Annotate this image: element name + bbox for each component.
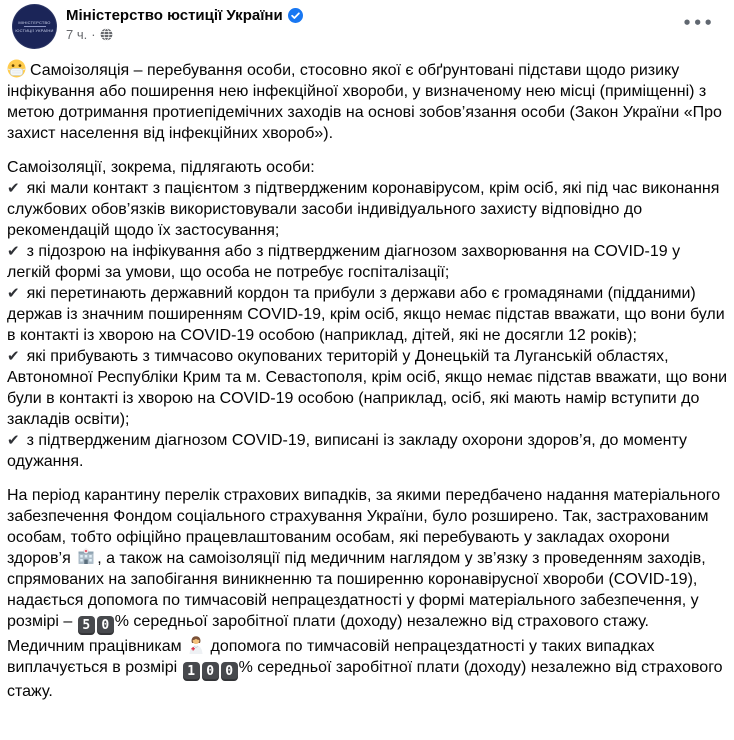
- list-item: [7, 241, 728, 283]
- keycap-digit: 0: [97, 616, 114, 635]
- header-text: [66, 4, 676, 42]
- page-name-link[interactable]: Міністерство юстиції України: [66, 7, 283, 24]
- closing-text-5: % середньої заробітної плати (доходу) незалежно від страхового стажу.: [7, 659, 723, 700]
- hospital-emoji-icon: [77, 548, 95, 566]
- more-options-icon: •••: [682, 14, 714, 32]
- health-worker-emoji-icon: [188, 635, 204, 654]
- avatar-logo-divider: [24, 26, 46, 27]
- list-item-text: з підтвердженим діагнозом COVID-19, виписані із закладу охорони здоров’я, до моменту одужання.: [7, 432, 687, 470]
- list-item: [7, 178, 728, 241]
- keycap-100: [182, 659, 239, 679]
- check-icon: ✔: [7, 347, 20, 365]
- check-icon: ✔: [7, 179, 20, 197]
- page-avatar[interactable]: [12, 4, 57, 49]
- closing-text-1: На період карантину перелік страхових випадків, за якими передбачено надання матеріального забезпечення Фондом соціального страхування України, було розширено. Так, застрахованим особам, тобто офіційно працевлаштованим особам, які перебувають у закладах охорони здоров’я: [7, 487, 721, 567]
- closing-text-2: , а також на самоізоляції під медичним наглядом у зв’язку з проведенням заходів, спрямованих на запобігання виникненню та поширенню коронавірусної хвороби (COVID-19), надається допомога по тимчасовій непрацездатності у формі матеріального забезпечення, у розмірі –: [7, 550, 706, 630]
- list-header: Самоізоляції, зокрема, підлягають особи:: [7, 159, 315, 176]
- check-icon: ✔: [7, 242, 20, 260]
- avatar-logo-text: МІНІСТЕРСТВО: [18, 20, 51, 25]
- avatar-logo-text: ЮСТИЦІЇ УКРАЇНИ: [15, 28, 54, 33]
- keycap-digit: 0: [202, 662, 219, 681]
- list-item-text: з підозрою на інфікування або з підтвердженим діагнозом захворювання на COVID-19 у легкій формі за умови, що особа не потребує госпіталізації;: [7, 243, 681, 281]
- list-item: [7, 430, 728, 472]
- closing-text-4: допомога по тимчасовій непрацездатності у таких випадках виплачується в розмірі: [7, 638, 655, 676]
- list-item: [7, 283, 728, 346]
- post-timestamp[interactable]: 7 ч.: [66, 27, 88, 42]
- closing-text-3: % середньої заробітної плати (доходу) незалежно від страхового стажу. Медичним працівникам: [7, 613, 649, 655]
- check-icon: ✔: [7, 284, 20, 302]
- masked-face-emoji-icon: [7, 59, 26, 78]
- post-body: [0, 49, 734, 702]
- list-item-text: які прибувають з тимчасово окупованих територій у Донецькій та Луганській областях, Автономної Республіки Крим та м. Севастополя, крім осіб, якщо немає підстав вважати, що вони були в контакті із хворою на COVID-19 особою (наприклад, осіб, які мають намір вступити до закладів освіти);: [7, 348, 728, 428]
- privacy-globe-icon: [100, 28, 113, 41]
- meta-separator: ·: [91, 27, 96, 42]
- check-icon: ✔: [7, 431, 20, 449]
- intro-paragraph: [7, 59, 728, 144]
- page-name-row: [66, 7, 676, 24]
- keycap-digit: 1: [183, 662, 200, 681]
- verified-badge-icon: [288, 8, 303, 23]
- intro-text: Самоізоляція – перебування особи, стосовно якої є обґрунтовані підстави щодо ризику інфікування або поширення нею інфекційної хвороби, у визначеному нею місці (приміщенні) з метою дотримання протиепідемічних заходів на основі зобов’язання особи (Закон України «Про захист населення від інфекційних хвороб»).: [7, 62, 722, 142]
- more-options-button[interactable]: [676, 12, 720, 34]
- keycap-digit: 5: [78, 616, 95, 635]
- self-isolation-list: [7, 178, 728, 472]
- keycap-digit: 0: [221, 662, 238, 681]
- closing-paragraph: [7, 485, 728, 702]
- list-item-text: які мали контакт з пацієнтом з підтвердженим коронавірусом, крім осіб, які під час виконання службових обов’язків використовували засоби індивідуального захисту відповідно до рекомендацій щодо їх застосування;: [7, 180, 720, 239]
- post-header: [0, 0, 734, 49]
- list-item: [7, 346, 728, 430]
- list-item-text: які перетинають державний кордон та прибули з держави або є громадянами (підданими) держав із значним поширенням COVID-19, крім осіб, якщо немає підстав вважати, що вони були в контакті із хворою на COVID-19 особою (наприклад, дітей, які не досягли 12 років);: [7, 285, 725, 344]
- keycap-50: [77, 613, 115, 633]
- post-meta-row: [66, 27, 676, 42]
